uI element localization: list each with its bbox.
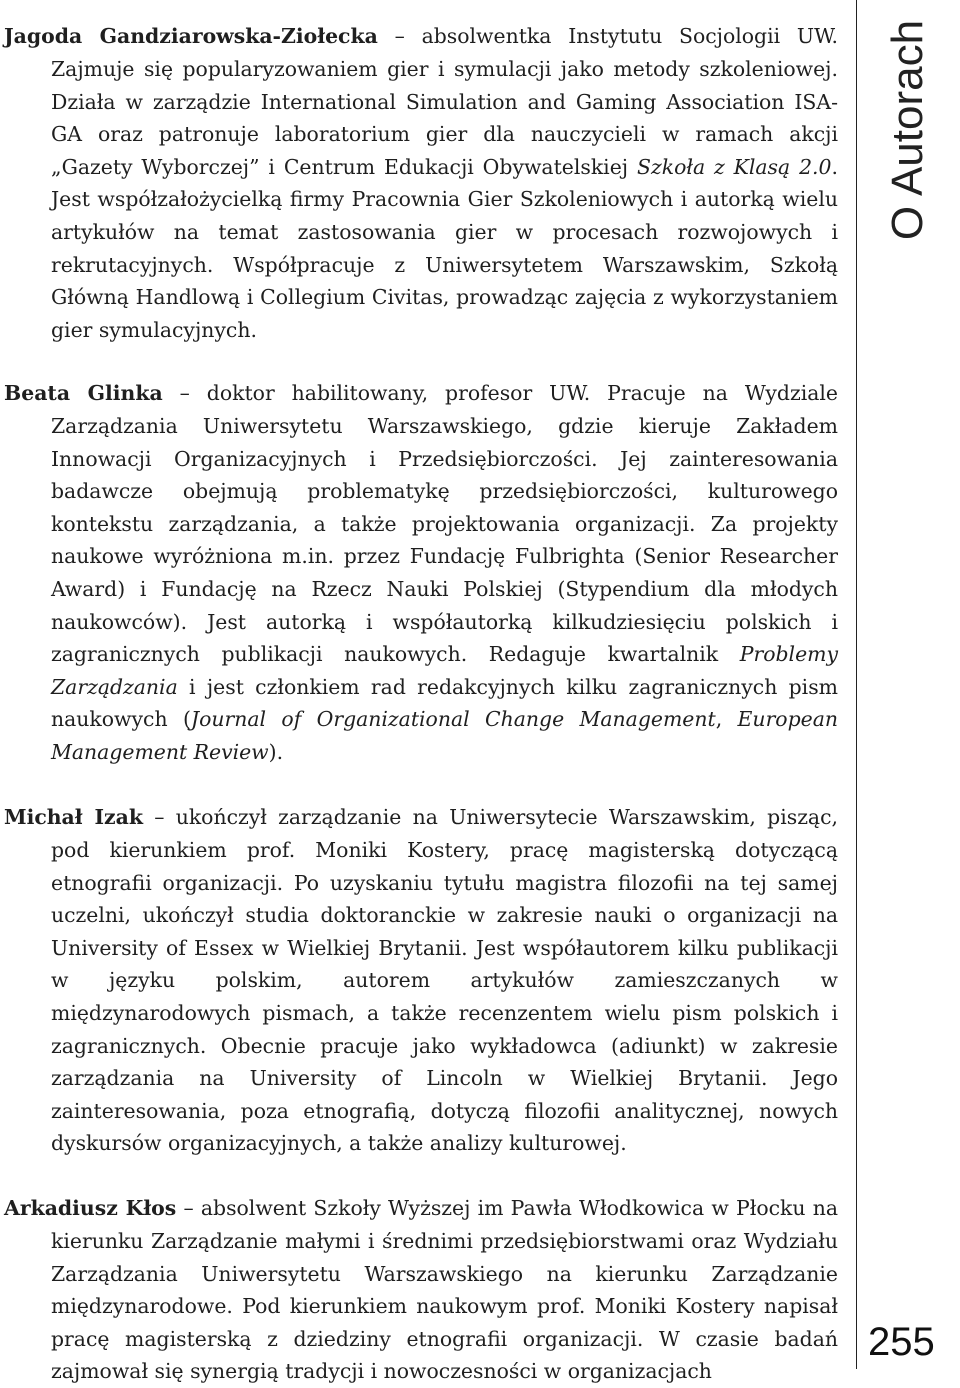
bio-italic-title: Szkoła z Klasą 2.0 — [637, 154, 832, 179]
author-name: Michał Izak — [4, 805, 143, 830]
bio-text: i jest członkiem rad redakcyjnych kilku zagranicznych pism naukowych ( — [51, 674, 838, 732]
running-head — [862, 0, 954, 260]
bio-text: , — [715, 707, 738, 732]
bio-italic-title: European Management Review — [51, 707, 838, 764]
bio-text: – absolwentka Instytutu Socjologii UW. Zajmuje się popularyzowaniem gier i symulacji jako metody szkoleniowej. Działa w zarządzie International Simulation and Gaming Association ISA-GA oraz patronuje laboratorium gier dla nauczycieli w ramach akcji „Gazety Wyborczej” i Centrum Edukacji Obywatelskiej — [51, 24, 838, 179]
vertical-divider — [856, 0, 857, 1369]
bio-text: ). — [268, 739, 284, 764]
author-bio — [4, 20, 838, 346]
bio-italic-title: Journal of Organizational Change Management — [190, 707, 716, 732]
bio-text: – absolwent Szkoły Wyższej im Pawła Włodkowica w Płocku na kierunku Zarządzanie małymi i średnimi przedsiębiorstwami oraz Wydziału Zarządzania Uniwersytetu Warszawskiego na kierunku Zarządzanie międzynarodowe. Pod kierunkiem naukowym prof. Moniki Kostery napisał pracę magisterską z dziedziny etnografii organizacji. W czasie badań zajmował się synergią tradycji i nowoczesności w organizacjach — [51, 1196, 838, 1384]
bio-text: . Jest współzałożycielką firmy Pracownia Gier Szkoleniowych i autorką wielu artykułów na temat zastosowania gier w procesach rozwojowych i rekrutacyjnych. Współpracuje z Uniwersytetem Warszawskim, Szkołą Główną Handlową i Collegium Civitas, prowadząc zajęcia z wykorzystaniem gier symulacyjnych. — [51, 154, 838, 342]
author-name: Beata Glinka — [4, 381, 163, 406]
author-name: Arkadiusz Kłos — [4, 1196, 177, 1221]
bio-text: – doktor habilitowany, profesor UW. Pracuje na Wydziale Zarządzania Uniwersytetu Warszawskiego, gdzie kieruje Zakładem Innowacji Organizacyjnych i Przedsiębiorczości. Jej zainteresowania badawcze obejmują problematykę przedsiębiorczości, kulturowego kontekstu zarządzania, a także projektowania organizacji. Za projekty naukowe wyróżniona m.in. przez Fundację Fulbrighta (Senior Researcher Award) i Fundację na Rzecz Nauki Polskiej (Stypendium dla młodych naukowców). Jest autorką i współautorką kilkudziesięciu polskich i zagranicznych publikacji naukowych. Redaguje kwartalnik — [51, 381, 838, 667]
author-bio — [4, 801, 838, 1160]
author-bio — [4, 377, 838, 768]
bio-text: – ukończył zarządzanie na Uniwersytecie Warszawskim, pisząc, pod kierunkiem prof. Moniki Kostery, pracę magisterską dotyczącą etnografii organizacji. Po uzyskaniu tytułu magistra filozofii na tej samej uczelni, ukończył studia doktoranckie w zakresie nauki o organizacji na University of Essex w Wielkiej Brytanii. Jest współautorem kilku publikacji w języku polskim, autorem artykułów zamieszczanych w międzynarodowych pismach, a także recenzentem wielu pism polskich i zagranicznych. Obecnie pracuje jako wykładowca (adiunkt) w zakresie zarządzania na University of Lincoln w Wielkiej Brytanii. Jego zainteresowania, poza etnografią, dotyczą filozofii analitycznej, nowych dyskursów organizacyjnych, a także analizy kulturowej. — [51, 805, 838, 1156]
page-number: 255 — [868, 1320, 935, 1364]
running-head-text: O Autorach — [883, 19, 933, 241]
author-name: Jagoda Gandziarowska-Ziołecka — [4, 24, 378, 49]
bio-italic-title: Problemy Zarządzania — [51, 642, 838, 699]
author-bio — [4, 1192, 838, 1388]
